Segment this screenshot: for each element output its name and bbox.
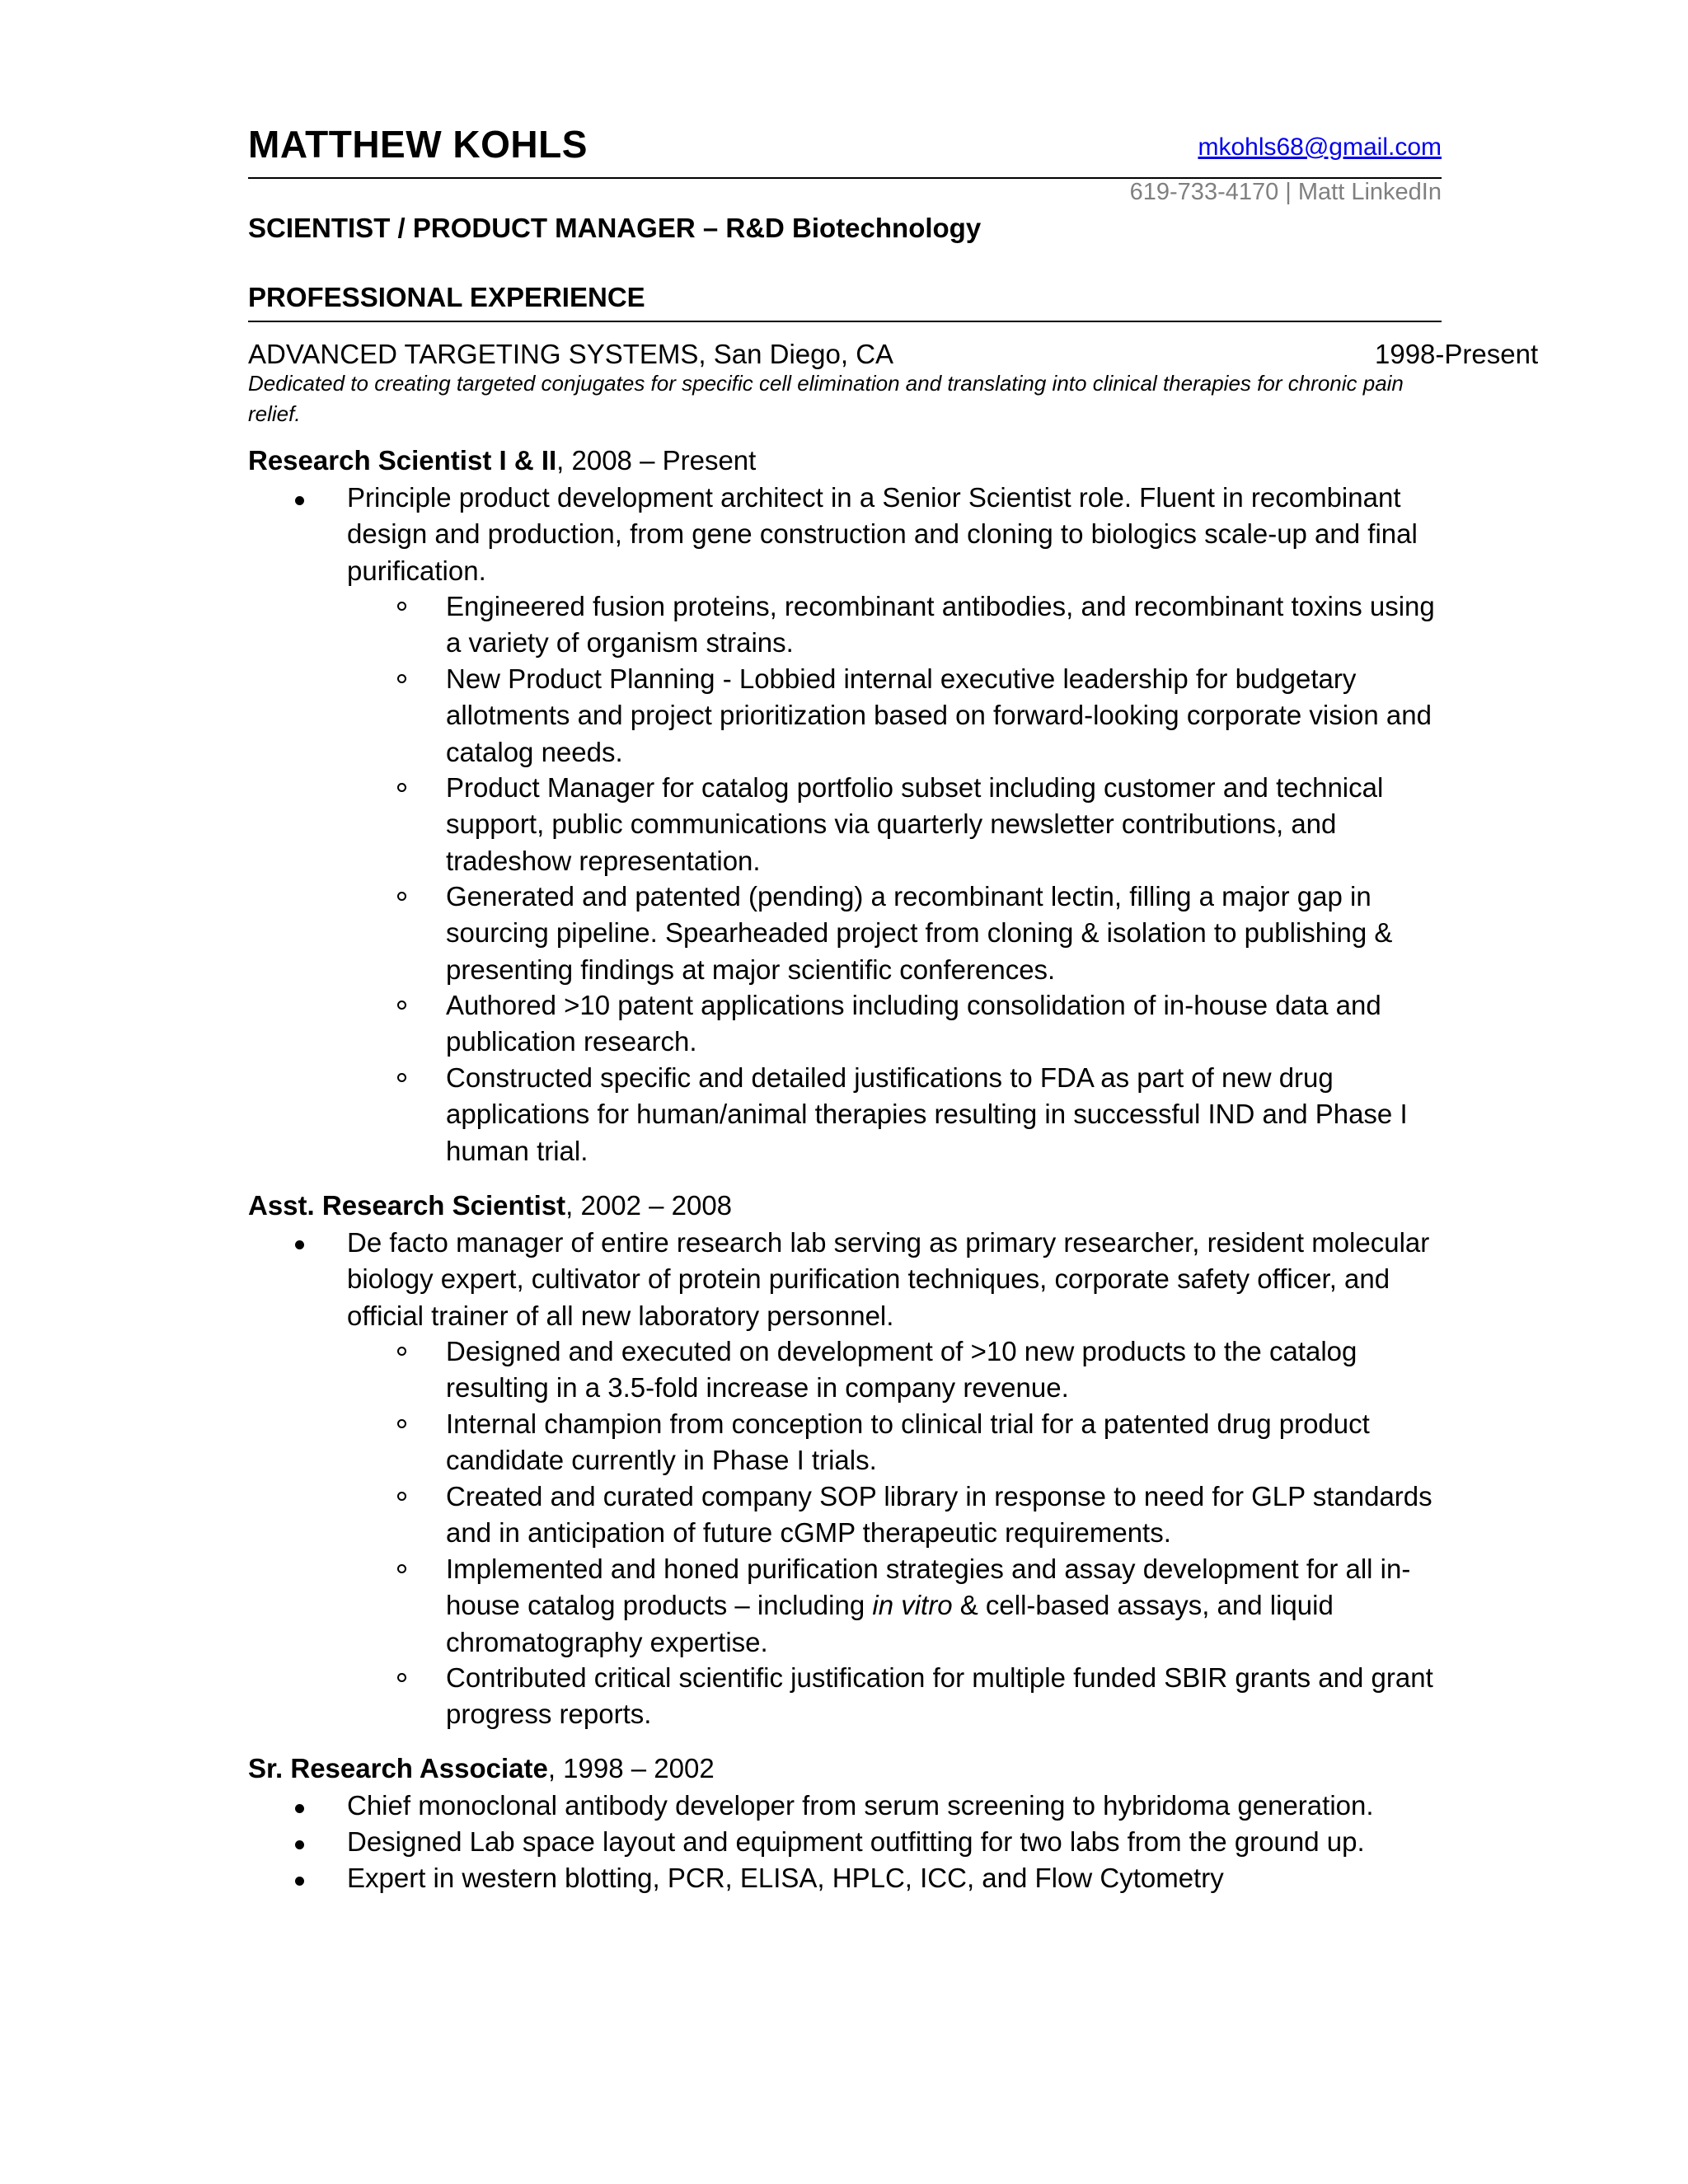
sub-list-item: New Product Planning - Lobbied internal executive leadership for budgetary allotments and project prioritization based on forward-looking corporate vision and catalog needs.	[446, 663, 1432, 767]
list-item: Designed Lab space layout and equipment outfitting for two labs from the ground up.	[347, 1826, 1365, 1857]
sub-list-item: Engineered fusion proteins, recombinant antibodies, and recombinant toxins using a variety of organism strains.	[446, 591, 1435, 658]
sub-list-item: Internal champion from conception to clinical trial for a patented drug product candidate currently in Phase I trials.	[446, 1408, 1370, 1476]
sub-bullet-circle	[397, 1564, 406, 1573]
sub-bullet-circle	[397, 1347, 406, 1356]
list-item: Chief monoclonal antibody developer from serum screening to hybridoma generation.	[347, 1790, 1374, 1821]
sub-list-item: Created and curated company SOP library in response to need for GLP standards and in anticipation of future cGMP therapeutic requirements.	[446, 1481, 1432, 1549]
sub-list-item: Constructed specific and detailed justifications to FDA as part of new drug applications for human/animal therapies resulting in successful IND and Phase I human trial.	[446, 1062, 1408, 1166]
sub-bullet-circle	[397, 1419, 406, 1428]
role-title: Sr. Research Associate	[248, 1753, 548, 1783]
role-title: Asst. Research Scientist	[248, 1190, 566, 1221]
role-dates: , 2008 – Present	[556, 445, 757, 476]
sub-list-item: Authored >10 patent applications including consolidation of in-house data and publication research.	[446, 990, 1381, 1057]
company-name: ADVANCED TARGETING SYSTEMS, San Diego, CA	[248, 339, 894, 369]
role-heading	[248, 445, 756, 476]
bullet-dot	[295, 1240, 304, 1249]
professional-headline: SCIENTIST / PRODUCT MANAGER – R&D Biotechnology	[248, 213, 982, 243]
sub-bullet-circle	[397, 1673, 406, 1682]
sub-bullet-circle	[397, 674, 406, 683]
sub-list-item: Product Manager for catalog portfolio subset including customer and technical support, public communications via quarterly newsletter contributions, and tradeshow representation.	[446, 772, 1384, 876]
role-heading	[248, 1190, 732, 1221]
sub-bullet-circle	[397, 783, 406, 792]
role-heading	[248, 1753, 715, 1784]
email-link[interactable]: mkohls68@gmail.com	[1198, 134, 1442, 161]
role-title: Research Scientist I & II	[248, 445, 557, 476]
bullet-dot	[295, 1840, 304, 1849]
sub-bullet-circle	[397, 602, 406, 611]
sub-bullet-circle	[397, 1492, 406, 1501]
role-dates: , 1998 – 2002	[547, 1753, 715, 1783]
sub-bullet-circle	[397, 892, 406, 901]
role-dates: , 2002 – 2008	[565, 1190, 733, 1221]
sub-bullet-circle	[397, 1073, 406, 1082]
sub-list-item	[446, 1551, 1447, 1661]
bullet-dot	[295, 1877, 304, 1886]
sub-bullet-circle	[397, 1001, 406, 1010]
sub-list-item: Designed and executed on development of >10 new products to the catalog resulting in a 3.5-fold increase in company revenue.	[446, 1336, 1357, 1404]
sub-item-text: Implemented and honed purification strategies and assay development for all in-house catalog products – including	[446, 1554, 1411, 1621]
company-description: Dedicated to creating targeted conjugates for specific cell elimination and translating into clinical therapies for chronic pain relief.	[248, 371, 1404, 426]
list-item: Expert in western blotting, PCR, ELISA, HPLC, ICC, and Flow Cytometry	[347, 1863, 1224, 1893]
contact-info: 619-733-4170 | Matt LinkedIn	[1129, 179, 1442, 205]
bullet-dot	[295, 496, 304, 505]
sub-item-text: & cell-based assays, and liquid chromatography expertise.	[446, 1590, 1334, 1657]
list-item: De facto manager of entire research lab serving as primary researcher, resident molecular biology expert, cultivator of protein purification techniques, corporate safety officer, and official trainer of all new laboratory personnel.	[347, 1227, 1430, 1331]
section-title: PROFESSIONAL EXPERIENCE	[248, 282, 645, 312]
sub-list-item: Contributed critical scientific justification for multiple funded SBIR grants and grant progress reports.	[446, 1662, 1433, 1730]
company-dates: 1998-Present	[1375, 339, 1539, 369]
sub-item-italic: in vitro	[872, 1590, 953, 1621]
bullet-dot	[295, 1804, 304, 1813]
section-divider	[248, 321, 1442, 322]
sub-list-item: Generated and patented (pending) a recombinant lectin, filling a major gap in sourcing pipeline. Spearheaded project from cloning & isolation to publishing & presenting findings at major scientific conferences.	[446, 881, 1393, 985]
candidate-name: MATTHEW KOHLS	[248, 123, 588, 166]
list-item: Principle product development architect in a Senior Scientist role. Fluent in recombinant design and production, from gene construction and cloning to biologics scale-up and final purification.	[347, 482, 1418, 586]
